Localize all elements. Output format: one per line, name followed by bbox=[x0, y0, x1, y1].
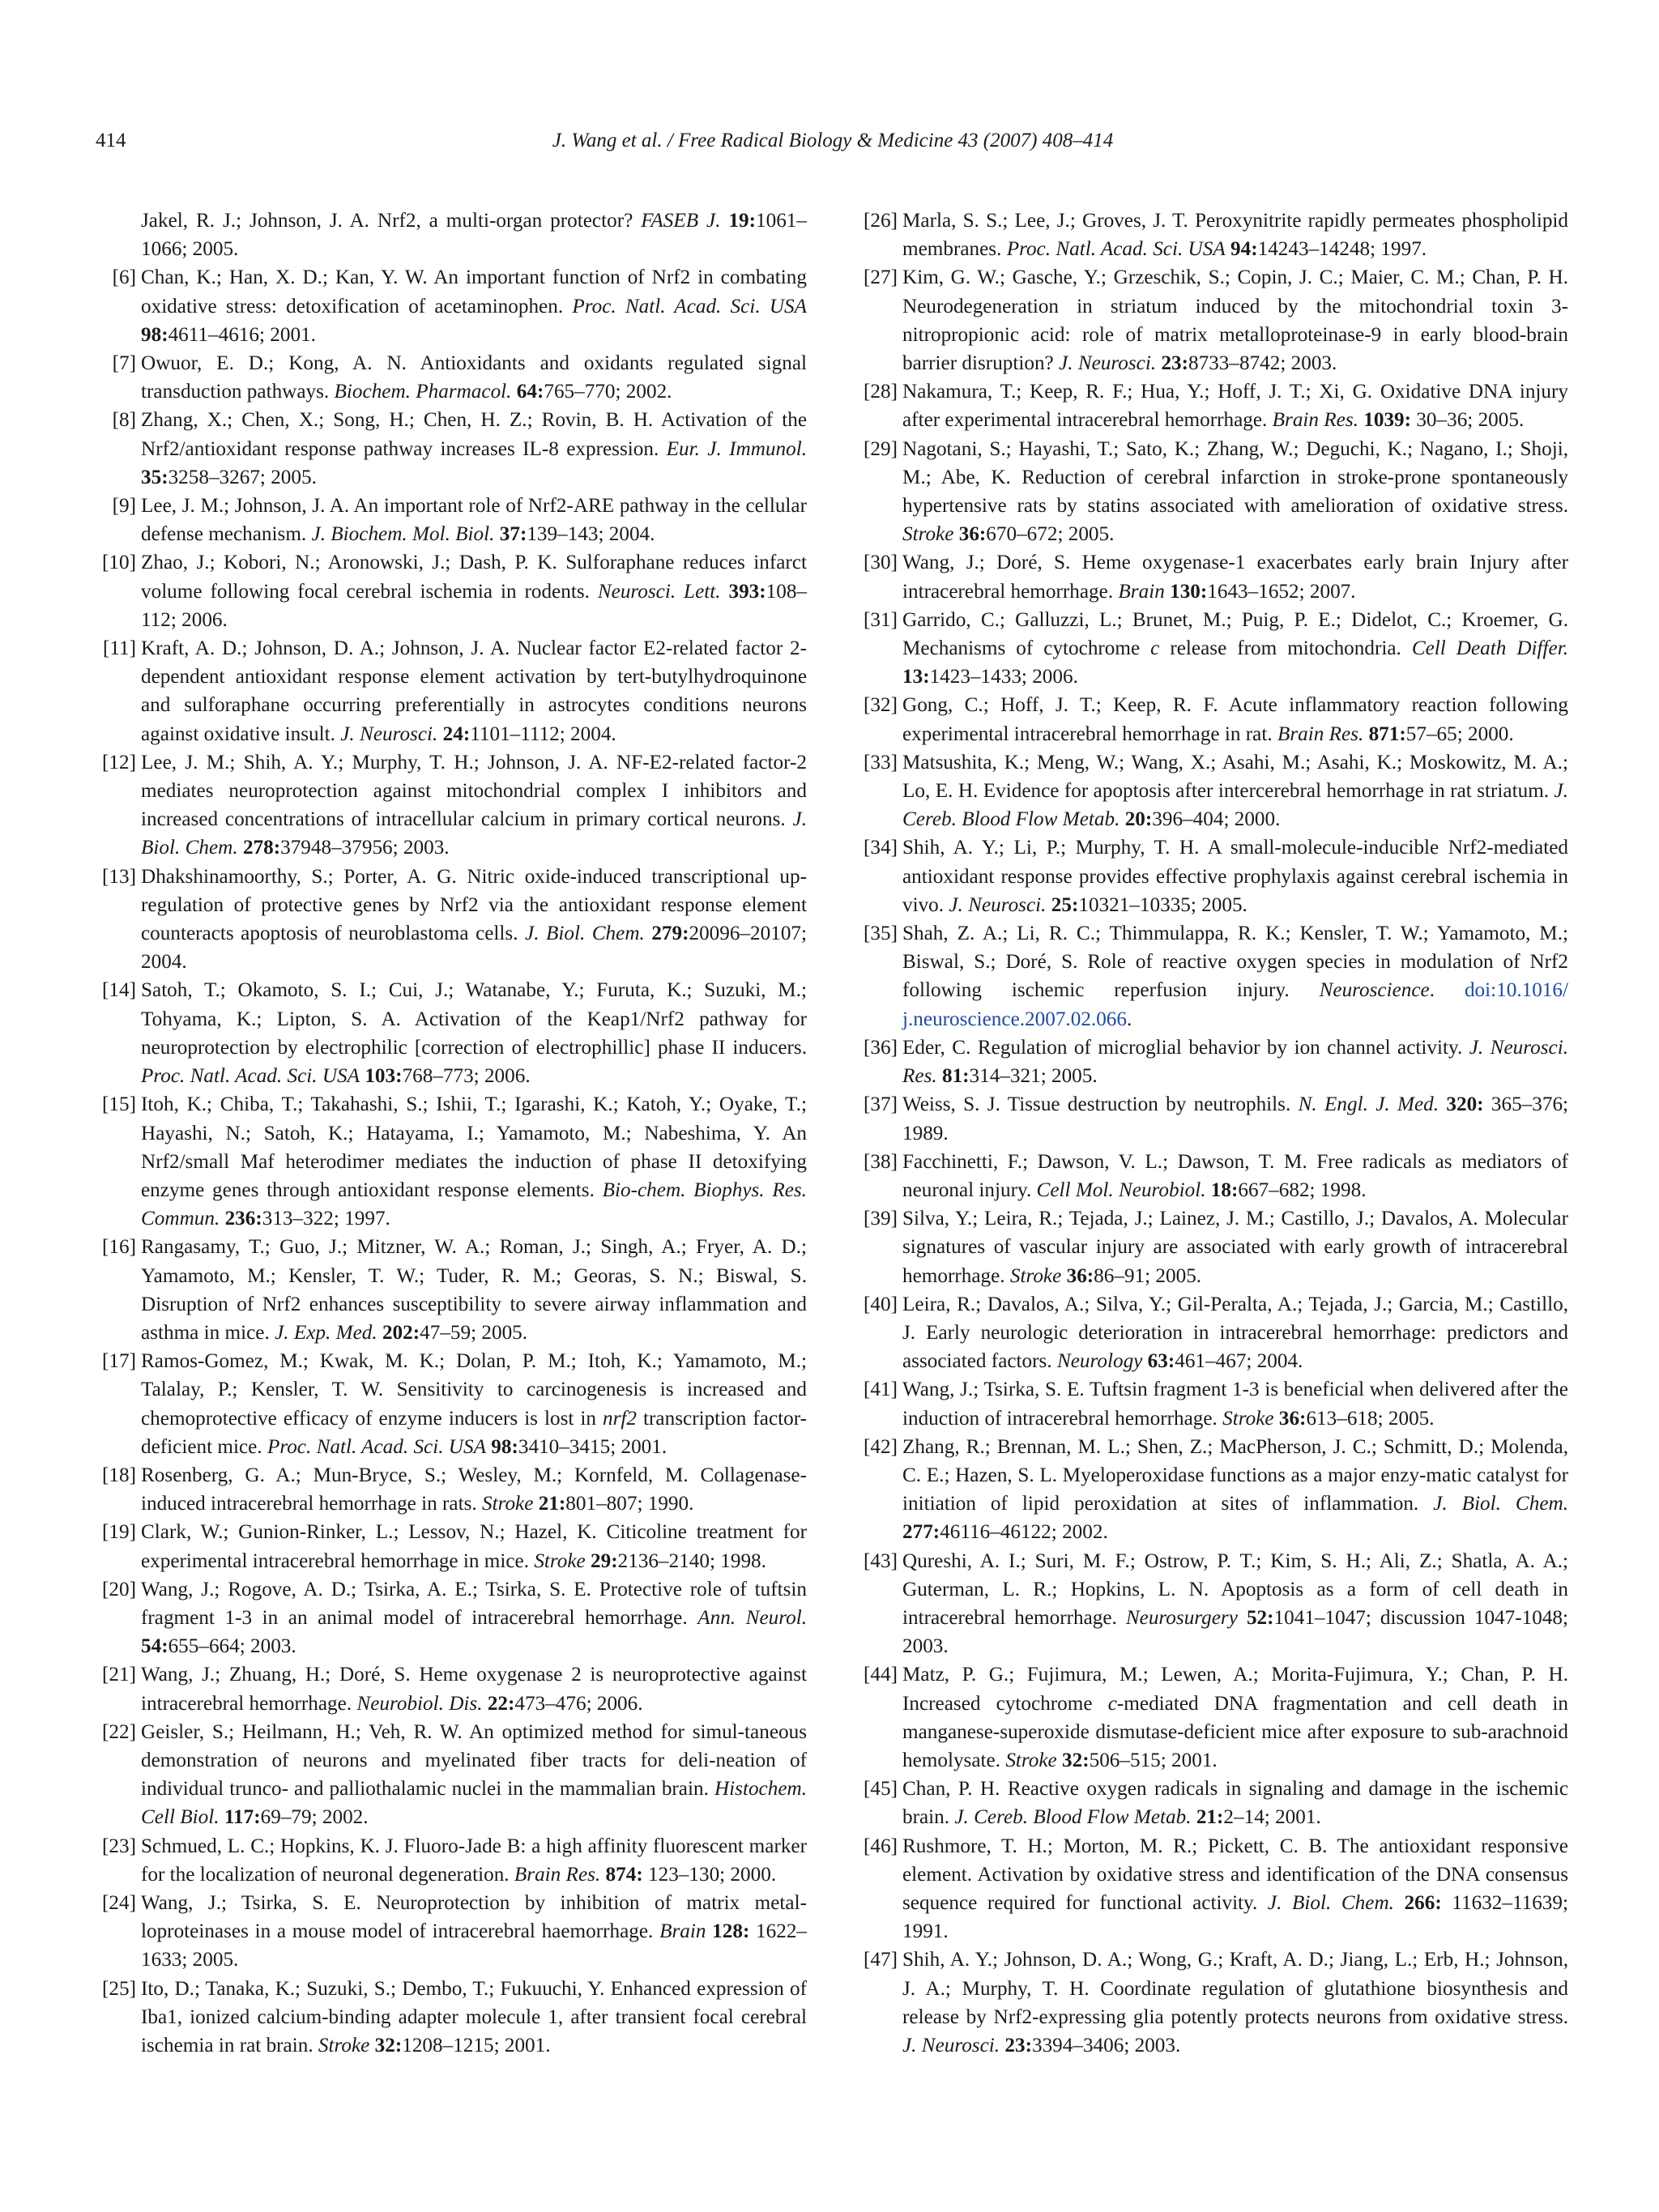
reference-text: Zhang, X.; Chen, X.; Song, H.; Chen, H. Z.; Rovin, B. H. Activation of the Nrf2/antioxidant response pathway increases IL-8 expression. Eur. J. Immunol. 35:3258–3267; 2005. bbox=[141, 409, 807, 488]
reference-number: [32] bbox=[864, 694, 898, 717]
reference-text: Chan, K.; Han, X. D.; Kan, Y. W. An important function of Nrf2 in combating oxidative stress: detoxification of acetaminophen. Proc. Natl. Acad. Sci. USA 98:4611–4616; 2001. bbox=[141, 266, 808, 346]
reference-text: Nakamura, T.; Keep, R. F.; Hua, Y.; Hoff, J. T.; Xi, G. Oxidative DNA injury after experimental intracerebral hemorrhage. Brain Res. 1039: 30–36; 2005. bbox=[902, 381, 1568, 432]
reference-text: Facchinetti, F.; Dawson, V. L.; Dawson, T. M. Free radicals as mediators of neuronal injury. Cell Mol. Neurobiol. 18:667–682; 1998. bbox=[902, 1150, 1568, 1201]
reference-item bbox=[96, 1518, 807, 1575]
reference-item bbox=[96, 263, 807, 349]
reference-text: Wang, J.; Zhuang, H.; Doré, S. Heme oxygenase 2 is neuroprotective against intracerebral hemorrhage. Neurobiol. Dis. 22:473–476; 2006. bbox=[141, 1664, 807, 1715]
reference-item bbox=[857, 833, 1568, 919]
reference-text: Lee, J. M.; Johnson, J. A. An important role of Nrf2-ARE pathway in the cellular defense mechanism. J. Biochem. Mol. Biol. 37:139–143; 2004. bbox=[141, 495, 807, 546]
reference-item bbox=[857, 606, 1568, 692]
reference-text: Jakel, R. J.; Johnson, J. A. Nrf2, a multi-organ protector? FASEB J. 19:1061–1066; 2005. bbox=[141, 210, 807, 261]
reference-text: Wang, J.; Doré, S. Heme oxygenase-1 exacerbates early brain Injury after intracerebral hemorrhage. Brain 130:1643–1652; 2007. bbox=[902, 552, 1568, 603]
reference-text: Wang, J.; Rogove, A. D.; Tsirka, A. E.; Tsirka, S. E. Protective role of tuftsin fragment 1-3 in an animal model of intracerebral hemorrhage. Ann. Neurol. 54:655–664; 2003. bbox=[141, 1578, 807, 1658]
reference-item bbox=[96, 349, 807, 406]
reference-number: [17] bbox=[102, 1350, 136, 1373]
reference-text: Zhang, R.; Brennan, M. L.; Shen, Z.; MacPherson, J. C.; Schmitt, D.; Molenda, C. E.; Hazen, S. L. Myeloperoxidase functions as a major enzy-matic catalyst for initiation of lipid peroxidation at sites of inflammation. J. Biol. Chem. 277:46116–46122; 2002. bbox=[902, 1435, 1568, 1544]
reference-text: Rosenberg, G. A.; Mun-Bryce, S.; Wesley, M.; Kornfeld, M. Collagenase-induced intracerebral hemorrhage in rats. Stroke 21:801–807; 1990. bbox=[141, 1464, 807, 1515]
reference-text: Owuor, E. D.; Kong, A. N. Antioxidants and oxidants regulated signal transduction pathways. Biochem. Pharmacol. 64:765–770; 2002. bbox=[141, 352, 807, 403]
reference-item bbox=[96, 1575, 807, 1661]
reference-number: [36] bbox=[864, 1036, 898, 1059]
reference-number: [9] bbox=[112, 495, 136, 518]
reference-number: [12] bbox=[102, 751, 136, 774]
reference-item bbox=[857, 1946, 1568, 2060]
reference-item bbox=[857, 1832, 1568, 1946]
reference-text: Kraft, A. D.; Johnson, D. A.; Johnson, J. A. Nuclear factor E2-related factor 2-dependent antioxidant response element activation by tert-butylhydroquinone and sulforaphane occurring preferentially in astrocytes conditions neurons against oxidative insult. J. Neurosci. 24:1101–1112; 2004. bbox=[141, 637, 807, 745]
reference-item bbox=[96, 1718, 807, 1832]
reference-text: Clark, W.; Gunion-Rinker, L.; Lessov, N.; Hazel, K. Citicoline treatment for experimental intracerebral hemorrhage in mice. Stroke 29:2136–2140; 1998. bbox=[141, 1521, 807, 1572]
reference-text: Weiss, S. J. Tissue destruction by neutrophils. N. Engl. J. Med. 320: 365–376; 1989. bbox=[902, 1093, 1569, 1144]
reference-text: Shah, Z. A.; Li, R. C.; Thimmulappa, R. K.; Kensler, T. W.; Yamamoto, M.; Biswal, S.; Doré, S. Role of reactive oxygen species in modulation of Nrf2 following ischemic reperfusion injury. Neuroscience. doi:10.1016/ j.neuroscience.2007.02.066. bbox=[902, 923, 1568, 1030]
reference-item bbox=[96, 976, 807, 1090]
reference-item bbox=[96, 1090, 807, 1233]
reference-item bbox=[857, 1090, 1568, 1147]
reference-text: Marla, S. S.; Lee, J.; Groves, J. T. Peroxynitrite rapidly permeates phospholipid membranes. Proc. Natl. Acad. Sci. USA 94:14243–14248; 1997. bbox=[902, 210, 1568, 261]
reference-text: Kim, G. W.; Gasche, Y.; Grzeschik, S.; Copin, J. C.; Maier, C. M.; Chan, P. H. Neurodegeneration in striatum induced by the mitochondrial toxin 3-nitropropionic acid: role of matrix metalloproteinase-9 in early blood-brain barrier disruption? J. Neurosci. 23:8733–8742; 2003. bbox=[902, 266, 1568, 375]
reference-number: [6] bbox=[112, 266, 136, 289]
reference-number: [25] bbox=[102, 1977, 136, 2000]
reference-item bbox=[857, 1433, 1568, 1547]
reference-number: [20] bbox=[102, 1578, 136, 1600]
reference-number: [22] bbox=[102, 1720, 136, 1743]
reference-text: Rushmore, T. H.; Morton, M. R.; Pickett, C. B. The antioxidant responsive element. Activation by oxidative stress and identification of the DNA consensus sequence required for functional activity. J. Biol. Chem. 266: 11632–11639; 1991. bbox=[902, 1835, 1568, 1943]
reference-item bbox=[857, 435, 1568, 549]
reference-item bbox=[857, 748, 1568, 834]
reference-item bbox=[96, 1832, 807, 1889]
reference-item bbox=[857, 919, 1568, 1034]
reference-text: Schmued, L. C.; Hopkins, K. J. Fluoro-Jade B: a high affinity fluorescent marker for the localization of neuronal degeneration. Brain Res. 874: 123–130; 2000. bbox=[141, 1835, 807, 1886]
reference-item bbox=[857, 1290, 1568, 1376]
reference-number: [31] bbox=[864, 608, 898, 631]
reference-number: [24] bbox=[102, 1891, 136, 1914]
reference-text: Ito, D.; Tanaka, K.; Suzuki, S.; Dembo, T.; Fukuuchi, Y. Enhanced expression of Iba1, ionized calcium-binding adapter molecule 1, after transient focal cerebral ischemia in rat brain. Stroke 32:1208–1215; 2001. bbox=[141, 1977, 807, 2056]
reference-text: Lee, J. M.; Shih, A. Y.; Murphy, T. H.; Johnson, J. A. NF-E2-related factor-2 mediates neuroprotection against mitochondrial complex I inhibitors and increased concentrations of intracellular calcium in primary cortical neurons. J. Biol. Chem. 278:37948–37956; 2003. bbox=[141, 751, 807, 859]
reference-text: Eder, C. Regulation of microglial behavior by ion channel activity. J. Neurosci. Res. 81:314–321; 2005. bbox=[902, 1036, 1568, 1088]
reference-item bbox=[857, 1204, 1568, 1290]
reference-number: [10] bbox=[102, 552, 136, 574]
reference-item bbox=[96, 207, 807, 263]
reference-number: [34] bbox=[864, 837, 898, 859]
reference-item bbox=[857, 1375, 1568, 1432]
reference-text: Silva, Y.; Leira, R.; Tejada, J.; Lainez, J. M.; Castillo, J.; Davalos, A. Molecular signatures of vascular injury are associated with early growth of intracerebral hemorrhage. Stroke 36:86–91; 2005. bbox=[902, 1208, 1568, 1287]
reference-number: [44] bbox=[864, 1664, 898, 1686]
reference-text: Satoh, T.; Okamoto, S. I.; Cui, J.; Watanabe, Y.; Furuta, K.; Suzuki, M.; Tohyama, K.; Lipton, S. A. Activation of the Keap1/Nrf2 pathway for neuroprotection by electrophilic [correction of electrophillic] phase II inducers. Proc. Natl. Acad. Sci. USA 103:768–773; 2006. bbox=[141, 979, 807, 1088]
reference-text: Qureshi, A. I.; Suri, M. F.; Ostrow, P. T.; Kim, S. H.; Ali, Z.; Shatla, A. A.; Guterman, L. R.; Hopkins, L. N. Apoptosis as a form of cell death in intracerebral hemorrhage. Neurosurgery 52:1041–1047; discussion 1047-1048; 2003. bbox=[902, 1549, 1569, 1658]
reference-number: [11] bbox=[102, 637, 136, 660]
reference-text: Leira, R.; Davalos, A.; Silva, Y.; Gil-Peralta, A.; Tejada, J.; Garcia, M.; Castillo, J. Early neurologic deterioration in intracerebral hemorrhage: predictors and associated factors. Neurology 63:461–467; 2004. bbox=[902, 1293, 1568, 1373]
reference-number: [41] bbox=[864, 1379, 898, 1401]
reference-item bbox=[857, 377, 1568, 434]
reference-number: [35] bbox=[864, 923, 898, 945]
reference-number: [15] bbox=[102, 1093, 136, 1116]
reference-number: [37] bbox=[864, 1093, 898, 1116]
reference-item bbox=[96, 548, 807, 634]
reference-number: [46] bbox=[864, 1835, 898, 1857]
reference-item bbox=[96, 1347, 807, 1461]
reference-text: Chan, P. H. Reactive oxygen radicals in signaling and damage in the ischemic brain. J. Cereb. Blood Flow Metab. 21:2–14; 2001. bbox=[902, 1778, 1568, 1829]
reference-text: Matsushita, K.; Meng, W.; Wang, X.; Asahi, M.; Asahi, K.; Moskowitz, M. A.; Lo, E. H. Evidence for apoptosis after intercerebral hemorrhage in rat striatum. J. Cereb. Blood Flow Metab. 20:396–404; 2000. bbox=[902, 751, 1568, 831]
reference-item bbox=[857, 1775, 1568, 1831]
reference-text: Garrido, C.; Galluzzi, L.; Brunet, M.; Puig, P. E.; Didelot, C.; Kroemer, G. Mechanisms of cytochrome c release from mitochondria. Cell Death Differ. 13:1423–1433; 2006. bbox=[902, 608, 1569, 688]
reference-text: Matz, P. G.; Fujimura, M.; Lewen, A.; Morita-Fujimura, Y.; Chan, P. H. Increased cytochrome c-mediated DNA fragmentation and cell death in manganese-superoxide dismutase-deficient mice after exposure to sub-arachnoid hemolysate. Stroke 32:506–515; 2001. bbox=[902, 1664, 1568, 1771]
reference-number: [38] bbox=[864, 1150, 898, 1173]
reference-number: [28] bbox=[864, 381, 898, 403]
reference-text: Nagotani, S.; Hayashi, T.; Sato, K.; Zhang, W.; Deguchi, K.; Nagano, I.; Shoji, M.; Abe, K. Reduction of cerebral infarction in stroke-prone spontaneously hypertensive rats by statins associated with amelioration of oxidative stress. Stroke 36:670–672; 2005. bbox=[902, 437, 1568, 546]
references-left-column bbox=[96, 207, 807, 2060]
reference-text: Geisler, S.; Heilmann, H.; Veh, R. W. An optimized method for simul-taneous demonstration of neurons and myelinated fiber tracts for deli-neation of individual trunco- and palliothalamic nuclei in the mammalian brain. Histochem. Cell Biol. 117:69–79; 2002. bbox=[141, 1720, 807, 1829]
reference-item bbox=[96, 1889, 807, 1975]
reference-item bbox=[96, 634, 807, 748]
reference-number: [39] bbox=[864, 1208, 898, 1230]
reference-number: [29] bbox=[864, 437, 898, 460]
reference-number: [18] bbox=[102, 1464, 136, 1486]
reference-number: [27] bbox=[864, 266, 898, 289]
reference-item bbox=[96, 1975, 807, 2061]
reference-item bbox=[96, 748, 807, 863]
reference-text: Wang, J.; Tsirka, S. E. Neuroprotection by inhibition of matrix metal-loproteinases in a mouse model of intracerebral haemorrhage. Brain 128: 1622–1633; 2005. bbox=[141, 1891, 808, 1971]
reference-number: [21] bbox=[102, 1664, 136, 1686]
reference-number: [13] bbox=[102, 865, 136, 888]
page-number: 414 bbox=[96, 130, 126, 151]
reference-text: Itoh, K.; Chiba, T.; Takahashi, S.; Ishii, T.; Igarashi, K.; Katoh, Y.; Oyake, T.; Hayashi, N.; Satoh, K.; Hatayama, I.; Yamamoto, M.; Nabeshima, Y. An Nrf2/small Maf heterodimer mediates the induction of phase II detoxifying enzyme genes through antioxidant response elements. Bio-chem. Biophys. Res. Commun. 236:313–322; 1997. bbox=[141, 1093, 807, 1230]
reference-text: Zhao, J.; Kobori, N.; Aronowski, J.; Dash, P. K. Sulforaphane reduces infarct volume following focal cerebral ischemia in rodents. Neurosci. Lett. 393:108–112; 2006. bbox=[141, 552, 808, 631]
page-header bbox=[96, 130, 1570, 162]
reference-number: [7] bbox=[112, 352, 136, 375]
reference-text: Ramos-Gomez, M.; Kwak, M. K.; Dolan, P. M.; Itoh, K.; Yamamoto, M.; Talalay, P.; Kensler, T. W. Sensitivity to carcinogenesis is increased and chemoprotective efficacy of enzyme inducers is lost in nrf2 transcription factor-deficient mice. Proc. Natl. Acad. Sci. USA 98:3410–3415; 2001. bbox=[141, 1350, 807, 1458]
references-right-column bbox=[857, 207, 1568, 2060]
reference-number: [16] bbox=[102, 1236, 136, 1259]
reference-number: [33] bbox=[864, 751, 898, 774]
reference-item bbox=[96, 1233, 807, 1347]
reference-item bbox=[857, 548, 1568, 605]
reference-item bbox=[96, 1461, 807, 1518]
reference-item bbox=[857, 1660, 1568, 1775]
reference-number: [19] bbox=[102, 1521, 136, 1544]
reference-number: [40] bbox=[864, 1293, 898, 1315]
reference-item bbox=[857, 1547, 1568, 1661]
reference-item bbox=[857, 691, 1568, 748]
reference-number: [42] bbox=[864, 1435, 898, 1458]
reference-text: Shih, A. Y.; Li, P.; Murphy, T. H. A small-molecule-inducible Nrf2-mediated antioxidant response provides effective prophylaxis against cerebral ischemia in vivo. J. Neurosci. 25:10321–10335; 2005. bbox=[902, 837, 1568, 916]
reference-item bbox=[96, 406, 807, 492]
reference-number: [30] bbox=[864, 552, 898, 574]
reference-number: [45] bbox=[864, 1778, 898, 1801]
reference-item bbox=[96, 1660, 807, 1717]
reference-number: [8] bbox=[112, 409, 136, 432]
reference-number: [43] bbox=[864, 1549, 898, 1572]
reference-item bbox=[96, 492, 807, 548]
doi-link[interactable]: doi:10.1016/ j.neuroscience.2007.02.066 bbox=[902, 979, 1568, 1030]
reference-text: Shih, A. Y.; Johnson, D. A.; Wong, G.; Kraft, A. D.; Jiang, L.; Erb, H.; Johnson, J. A.; Murphy, T. H. Coordinate regulation of glutathione biosynthesis and release by Nrf2-expressing glia potently protects neurons from oxidative stress. J. Neurosci. 23:3394–3406; 2003. bbox=[902, 1949, 1568, 2056]
reference-number: [14] bbox=[102, 979, 136, 1002]
reference-text: Dhakshinamoorthy, S.; Porter, A. G. Nitric oxide-induced transcriptional up-regulation of protective genes by Nrf2 via the antioxidant response element counteracts apoptosis of neuroblastoma cells. J. Biol. Chem. 279:20096–20107; 2004. bbox=[141, 865, 808, 974]
reference-number: [26] bbox=[864, 210, 898, 232]
reference-item bbox=[857, 263, 1568, 377]
reference-item bbox=[857, 1148, 1568, 1204]
reference-item bbox=[857, 1034, 1568, 1090]
reference-text: Wang, J.; Tsirka, S. E. Tuftsin fragment 1-3 is beneficial when delivered after the induction of intracerebral hemorrhage. Stroke 36:613–618; 2005. bbox=[902, 1379, 1568, 1430]
reference-text: Rangasamy, T.; Guo, J.; Mitzner, W. A.; Roman, J.; Singh, A.; Fryer, A. D.; Yamamoto, M.; Kensler, T. W.; Tuder, R. M.; Georas, S. N.; Biswal, S. Disruption of Nrf2 enhances susceptibility to severe airway inflammation and asthma in mice. J. Exp. Med. 202:47–59; 2005. bbox=[141, 1236, 807, 1344]
running-title: J. Wang et al. / Free Radical Biology & Medicine 43 (2007) 408–414 bbox=[552, 130, 1114, 151]
reference-item bbox=[857, 207, 1568, 263]
reference-number: [47] bbox=[864, 1949, 898, 1971]
reference-text: Gong, C.; Hoff, J. T.; Keep, R. F. Acute inflammatory reaction following experimental intracerebral hemorrhage in rat. Brain Res. 871:57–65; 2000. bbox=[902, 694, 1568, 745]
reference-number: [23] bbox=[102, 1835, 136, 1857]
reference-item bbox=[96, 863, 807, 977]
